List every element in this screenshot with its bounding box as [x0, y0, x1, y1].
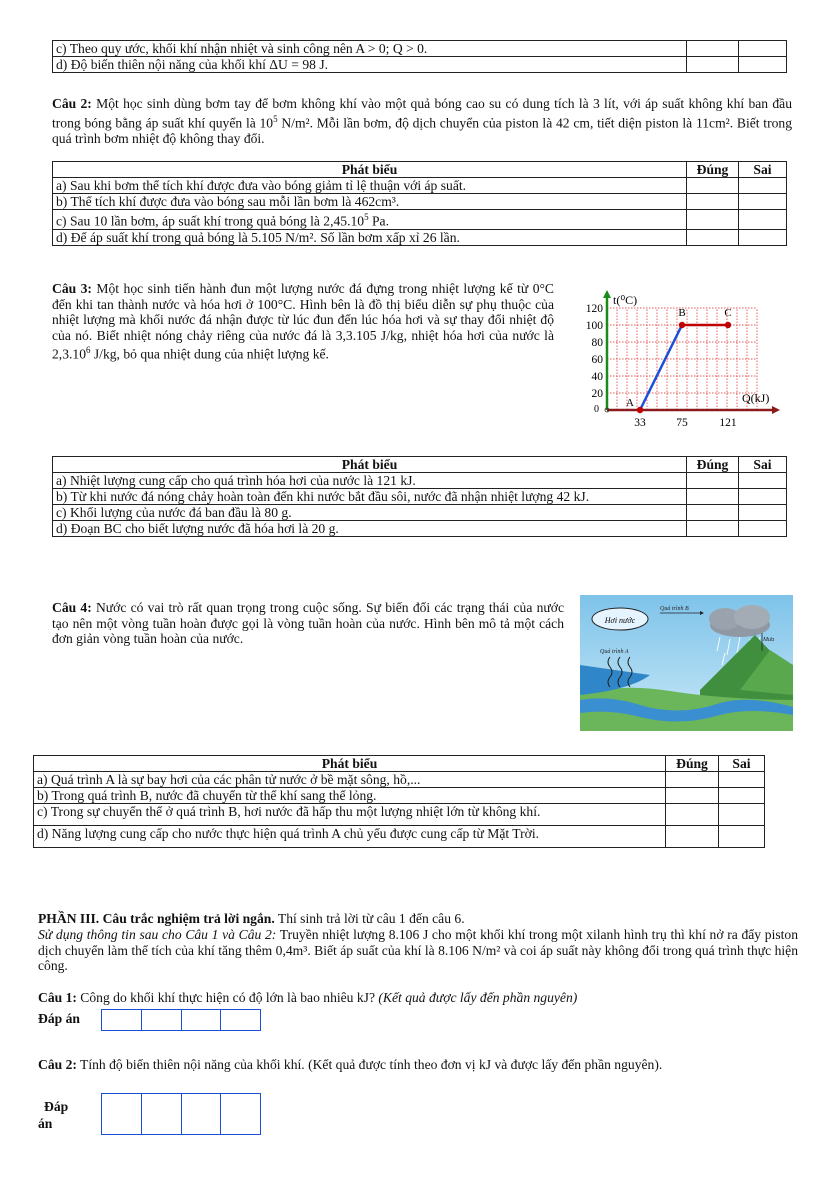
part-3-question-1: Câu 1: Công do khối khí thực hiện có độ lớn là bao nhiêu kJ? (Kết quả được lấy đến phần nguyên)	[38, 990, 578, 1005]
statement-header: Phát biểu	[53, 162, 687, 178]
data-point	[679, 322, 685, 328]
true-answer-cell[interactable]	[687, 505, 739, 521]
table-row	[53, 229, 787, 245]
answer-digit-cell[interactable]	[102, 1094, 142, 1134]
section-heading: PHẦN III. Câu trắc nghiệm trả lời ngắn.	[38, 911, 275, 926]
false-header: Sai	[719, 756, 765, 772]
false-answer-cell[interactable]	[739, 521, 787, 537]
false-answer-cell[interactable]	[739, 57, 787, 73]
tick-label: 100	[585, 320, 603, 332]
statement-cell: c) Khối lượng của nước đá ban đầu là 80 g.	[53, 505, 687, 521]
false-answer-cell[interactable]	[719, 772, 765, 788]
part-3-context: Sử dụng thông tin sau cho Câu 1 và Câu 2: Truyền nhiệt lượng 8.106 J cho một khối khí trong một xilanh hình trụ thì khí nở ra đẩy piston dịch chuyển làm thể tích của khí tăng thêm 0,4m³. Biết áp suất của khí là 8.106 N/m² và coi áp suất này không đổi trong quá trình thực hiện công.	[38, 927, 799, 973]
true-answer-cell[interactable]	[687, 229, 739, 245]
table-row	[34, 804, 765, 826]
question-3-table	[52, 456, 787, 537]
tick-label: 121	[719, 417, 737, 429]
previous-question-table	[52, 40, 787, 73]
statement-cell: c) Theo quy ước, khối khí nhận nhiệt và sinh công nên A > 0; Q > 0.	[53, 41, 687, 57]
answer-label: Đáp án	[38, 1099, 69, 1131]
false-answer-cell[interactable]	[739, 505, 787, 521]
process-a-label: Quá trình A	[600, 649, 629, 655]
table-row	[53, 210, 787, 230]
true-header: Đúng	[687, 162, 739, 178]
data-point	[637, 407, 643, 413]
statement-cell: b) Từ khi nước đá nóng chảy hoàn toàn đến khi nước bắt đầu sôi, nước đã nhận nhiệt lượng 42 kJ.	[53, 489, 687, 505]
table-row	[53, 194, 787, 210]
question-label: Câu 1:	[38, 990, 77, 1005]
table-row	[53, 57, 787, 73]
answer-digit-cell[interactable]	[182, 1010, 222, 1030]
table-row	[53, 473, 787, 489]
table-header-row	[53, 457, 787, 473]
true-answer-cell[interactable]	[666, 826, 719, 848]
false-answer-cell[interactable]	[739, 473, 787, 489]
answer-digit-cell[interactable]	[221, 1094, 260, 1134]
table-row	[34, 788, 765, 804]
question-label: Câu 2:	[38, 1057, 77, 1072]
table-row	[53, 178, 787, 194]
water-cycle-illustration	[580, 595, 793, 731]
question-2-text: Câu 2: Một học sinh dùng bơm tay để bơm không khí vào một quả bóng cao su có dung tích là 3 lít, với áp suất không khí ban đầu trong bóng bằng áp suất khí quyển là $10^5$ N/m². Mỗi lần bơm, độ dịch chuyển của piston là 42 cm, tiết diện piston là 11cm². Biết trong quá trình bơm nhiệt độ không thay đổi.	[52, 96, 792, 146]
true-answer-cell[interactable]	[687, 41, 739, 57]
true-answer-cell[interactable]	[687, 210, 739, 230]
question-label: Câu 2:	[52, 96, 92, 111]
false-header: Sai	[739, 162, 787, 178]
heating-chart	[560, 286, 792, 434]
statement-cell: a) Quá trình A là sự bay hơi của các phân tử nước ở bề mặt sông, hồ,...	[34, 772, 666, 788]
false-answer-cell[interactable]	[719, 788, 765, 804]
tick-label: 120	[585, 303, 603, 315]
tick-label: 33	[634, 417, 646, 429]
part-3-question-2: Câu 2: Tính độ biến thiên nội năng của khối khí. (Kết quả được tính theo đơn vị kJ và được lấy đến phần nguyên).	[38, 1057, 663, 1072]
vapor-label: Hơi nước	[604, 616, 636, 625]
true-answer-cell[interactable]	[687, 57, 739, 73]
answer-digit-cell[interactable]	[182, 1094, 222, 1134]
tick-label: 60	[591, 354, 603, 366]
answer-box-2[interactable]	[101, 1093, 261, 1135]
table-row	[34, 826, 765, 848]
answer-box-1[interactable]	[101, 1009, 261, 1031]
statement-cell: b) Trong quá trình B, nước đã chuyển từ thể khí sang thể lỏng.	[34, 788, 666, 804]
table-row	[53, 505, 787, 521]
y-axis-label: t(⁰C)	[613, 293, 638, 307]
answer-label: Đáp án	[38, 1011, 80, 1026]
tick-label: 80	[591, 337, 603, 349]
statement-cell: a) Sau khi bơm thể tích khí được đưa vào bóng giảm tỉ lệ thuận với áp suất.	[53, 178, 687, 194]
y-axis-arrow	[603, 290, 611, 298]
table-row	[53, 489, 787, 505]
true-header: Đúng	[687, 457, 739, 473]
series-segment-ab	[640, 325, 682, 410]
question-label: Câu 3:	[52, 281, 92, 296]
x-axis-arrow	[772, 406, 780, 414]
tick-label: 75	[676, 417, 688, 429]
false-answer-cell[interactable]	[719, 826, 765, 848]
point-label: B	[678, 307, 686, 319]
statement-header: Phát biểu	[53, 457, 687, 473]
table-row	[53, 521, 787, 537]
question-2-table	[52, 161, 787, 246]
part-3-heading: PHẦN III. Câu trắc nghiệm trả lời ngắn. Thí sinh trả lời từ câu 1 đến câu 6.	[38, 911, 465, 926]
question-label: Câu 4:	[52, 600, 92, 615]
tick-label: 40	[591, 371, 603, 383]
question-4-table	[33, 755, 765, 848]
answer-digit-cell[interactable]	[142, 1010, 182, 1030]
true-answer-cell[interactable]	[687, 194, 739, 210]
process-b-label: Quá trình B	[660, 606, 689, 612]
statement-cell: a) Nhiệt lượng cung cấp cho quá trình hóa hơi của nước là 121 kJ.	[53, 473, 687, 489]
statement-cell: b) Thể tích khí được đưa vào bóng sau mỗi lần bơm là 462cm³.	[53, 194, 687, 210]
false-answer-cell[interactable]	[739, 178, 787, 194]
statement-cell: d) Năng lượng cung cấp cho nước thực hiện quá trình A chủ yếu được cung cấp từ Mặt Trời.	[34, 826, 666, 848]
table-row	[53, 41, 787, 57]
data-point	[725, 322, 731, 328]
false-answer-cell[interactable]	[739, 210, 787, 230]
false-answer-cell[interactable]	[719, 804, 765, 826]
tick-label: 20	[591, 388, 603, 400]
false-answer-cell[interactable]	[739, 229, 787, 245]
false-answer-cell[interactable]	[739, 194, 787, 210]
tick-label: 0	[594, 404, 599, 415]
statement-cell: c) Sau 10 lần bơm, áp suất khí trong quả bóng là 2,45.10$^5$ Pa.	[53, 210, 687, 230]
table-row	[34, 772, 765, 788]
true-header: Đúng	[666, 756, 719, 772]
rain-label: Mưa	[763, 637, 775, 643]
answer-digit-cell[interactable]	[142, 1094, 182, 1134]
statement-cell: d) Độ biến thiên nội năng của khối khí ΔU = 98 J.	[53, 57, 687, 73]
true-answer-cell[interactable]	[666, 772, 719, 788]
false-answer-cell[interactable]	[739, 489, 787, 505]
false-answer-cell[interactable]	[739, 41, 787, 57]
cloud-icon	[709, 605, 770, 637]
true-answer-cell[interactable]	[687, 521, 739, 537]
statement-cell: d) Để áp suất khí trong quả bóng là 5.105 N/m². Số lần bơm xấp xỉ 26 lần.	[53, 229, 687, 245]
point-label: C	[724, 307, 732, 319]
table-header-row	[34, 756, 765, 772]
true-answer-cell[interactable]	[666, 804, 719, 826]
true-answer-cell[interactable]	[666, 788, 719, 804]
statement-header: Phát biểu	[34, 756, 666, 772]
table-header-row	[53, 162, 787, 178]
point-label: A	[626, 397, 634, 409]
true-answer-cell[interactable]	[687, 489, 739, 505]
answer-digit-cell[interactable]	[102, 1010, 142, 1030]
true-answer-cell[interactable]	[687, 178, 739, 194]
question-3-text: Câu 3: Một học sinh tiến hành đun một lượng nước đá đựng trong nhiệt lượng kế từ 0°C đến khi tan thành nước và hóa hơi ở 100°C. Hình bên là đồ thị biểu diễn sự phụ thuộc của nhiệt lượng mà khối nước đá nhận được từ lúc đun đến lúc hóa hơi và sự thay đổi nhiệt độ của nó. Biết nhiệt nóng chảy riêng của nước đá là 3,3.105 J/kg, nhiệt hóa hơi của nước là 2,3.10$^6$ J/kg, bỏ qua nhiệt dung của nhiệt lượng kế.	[52, 281, 554, 362]
false-header: Sai	[739, 457, 787, 473]
statement-cell: c) Trong sự chuyển thể ở quá trình B, hơi nước đã hấp thu một lượng nhiệt lớn từ không khí.	[34, 804, 666, 826]
answer-digit-cell[interactable]	[221, 1010, 260, 1030]
statement-cell: d) Đoạn BC cho biết lượng nước đã hóa hơi là 20 g.	[53, 521, 687, 537]
x-axis-label: Q(kJ)	[742, 391, 770, 405]
true-answer-cell[interactable]	[687, 473, 739, 489]
question-4-text: Câu 4: Nước có vai trò rất quan trọng trong cuộc sống. Sự biến đổi các trạng thái của nước tạo nên một vòng tuần hoàn được gọi là vòng tuần hoàn của nước. Hình bên mô tả một cách đơn giản vòng tuần hoàn của nước.	[52, 600, 564, 646]
